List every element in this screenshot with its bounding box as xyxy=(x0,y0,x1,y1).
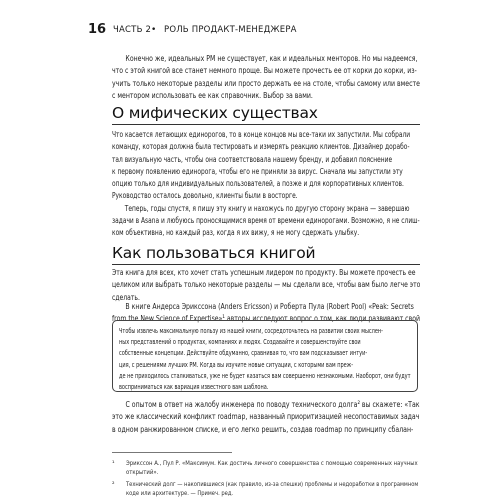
footnote-line: открытий». xyxy=(126,468,159,476)
part-label: ЧАСТЬ 2 xyxy=(113,25,152,35)
tip-callout-box xyxy=(112,320,418,392)
text-line: Теперь, годы спустя, я пишу эту книгу и нахожусь по другую сторону экрана — завершаю xyxy=(124,202,410,213)
section2-intro xyxy=(112,266,500,303)
footnote-line: коде или архитектуре. — Примеч. ред. xyxy=(126,489,234,497)
text-line: де не приходилось сталкиваться, уже не будет казаться вам совершенно незнакомыми. Наоборот, они будут xyxy=(119,370,411,380)
section1-body xyxy=(112,128,500,239)
text-line: учить только некоторые разделы или просто держать ее на столе, чтобы самому или вместе xyxy=(112,77,420,88)
header-separator: • xyxy=(151,25,157,35)
text-line: с ментором использовать ее как справочник. Выбор за вами. xyxy=(112,89,313,100)
text-line: тал визуальную часть, чтобы она соответствовала нашему бренду, и добавил пояснение xyxy=(112,153,393,164)
text-line: ных представлений о продуктах, компаниях и людях. Создавайте и совершенствуйте свои xyxy=(119,337,361,347)
running-head xyxy=(88,22,418,38)
footnote-separator xyxy=(112,452,232,453)
text-line: С опытом в ответ на жалобу инженера по поводу технического долга² вы скажете: «Так xyxy=(125,399,420,409)
text-line: from the New Science of Expertise»¹ авторы исследуют вопрос о том, как люди развивают свой xyxy=(112,313,421,324)
page-number: 16 xyxy=(88,22,107,37)
text-line: это же классический конфликт roadmap, названный приоритизацией несопоставимых задач xyxy=(112,411,420,422)
text-line: В книге Андерса Эрикссона (Anders Ericsson) и Роберта Пула (Robert Pool) «Peak: Secrets xyxy=(125,301,414,311)
text-line: ция, с решениями лучших PM. Когда вы изучите новые ситуации, с которыми вам преж- xyxy=(119,359,354,369)
text-line: в одном ранжированном списке, и его легко решить, создав roadmap по принципу сбалан- xyxy=(112,423,414,434)
text-line: Конечно же, идеальных PM не существует, как и идеальных менторов. Но мы надеемся, xyxy=(125,53,418,63)
text-line: восприниматься как вариация известного вам шаблона. xyxy=(119,382,269,392)
footnote-line: Технический долг — накопившиеся (как правило, из-за спешки) проблемы и недоработки в программном xyxy=(126,480,419,488)
text-line: что с этой книгой все станет немного проще. Вы можете прочесть ее от корки до корки, из- xyxy=(112,65,417,76)
text-line: Чтобы извлечь максимальную пользу из нашей книги, сосредоточьтесь на развитии своих мыслен- xyxy=(119,326,383,335)
text-line: опцию только для индивидуальных пользователей, а позже и для корпоративных клиентов. xyxy=(112,178,404,189)
section-heading-mythical: О мифических существах xyxy=(112,104,318,122)
text-line: Руководство осталось довольно, клиенты были в восторге. xyxy=(112,190,298,201)
heading-underline xyxy=(112,264,420,265)
text-line: целиком или выбрать только некоторые разделы — мы сделали все, чтобы вам было легче это xyxy=(112,279,421,290)
text-line: команду, которая должна была тестировать и измерять реакцию клиентов. Дизайнер дорабо- xyxy=(112,141,410,152)
chapter-title: РОЛЬ ПРОДАКТ-МЕНЕДЖЕРА xyxy=(164,25,297,35)
text-line: сделать. xyxy=(112,291,140,302)
callout-text xyxy=(119,325,500,392)
text-line: Эта книга для всех, кто хочет стать успешным лидером по продукту. Вы можете прочесть ее xyxy=(112,267,416,277)
text-line: задачи в Asana и любуюсь проносящимися время от времени единорогами. Возможно, я не слиш- xyxy=(112,215,420,226)
intro-paragraph xyxy=(112,52,500,101)
closing-paragraph xyxy=(112,398,500,435)
text-line: ком объективна, но каждый раз, когда я их вижу, я не могу сдержать улыбку. xyxy=(112,227,360,238)
footnote-line: Эрикссон А., Пул Р. «Максимум. Как достичь личного совершенства с помощью современных научных xyxy=(126,459,418,467)
heading-underline xyxy=(112,124,420,125)
text-line: собственные концепции. Действуйте обдуманно, сравнивая то, что вам подсказывает интуи- xyxy=(119,348,368,358)
section-heading-how-to-use: Как пользоваться книгой xyxy=(112,244,316,262)
footnote-mark: ¹ xyxy=(112,459,115,467)
footnote-mark: ² xyxy=(112,480,115,488)
text-line: к первому появлению единорога, чтобы его не приняли за вирус. Сначала мы запустили эту xyxy=(112,165,403,176)
text-line: Что касается летающих единорогов, то в конце концов мы все-таки их запустили. Мы собрали xyxy=(112,129,411,139)
